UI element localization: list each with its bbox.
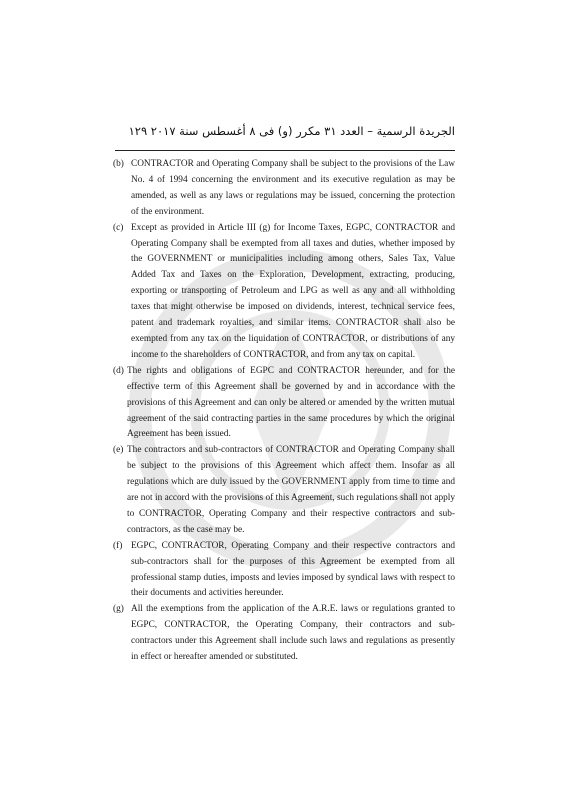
clause-text: The rights and obligations of EGPC and CONTRACTOR hereunder, and for the effective term of this Agreement shall be governed by and in accordance with the provisions of this Agreement and can only be altered or amended by the written mutual agreement of the said contracting parties in the same procedures by which the original Agreement has been issued. — [127, 365, 455, 440]
clause-text: EGPC, CONTRACTOR, Operating Company and their respective contractors and sub-contractors shall for the purposes of this Agreement be exempted from all professional stamp duties, imposts and levies imposed by syndical laws with respect to their documents and activities hereunder. — [131, 540, 455, 599]
clause-label: (g) — [113, 604, 124, 615]
clause-text: All the exemptions from the application of the A.R.E. laws or regulations granted to EGPC, CONTRACTOR, the Operating Company, their contractors and sub-contractors under this Agreement shall include such laws and regulations as presently in effect or hereafter amended or substituted. — [131, 604, 455, 663]
clause-d — [113, 364, 455, 444]
clause-text: CONTRACTOR and Operating Company shall be subject to the provisions of the Law No. 4 of 1994 concerning the environment and its executive regulation as may be amended, as well as any laws or regulations may be issued, concerning the protection of the environment. — [131, 159, 455, 217]
clause-g — [113, 602, 455, 666]
gazette-header: الجريدة الرسمية – العدد ٣١ مكرر (و) فى ٨ أغسطس سنة ٢٠١٧ ١٢٩ — [128, 124, 455, 138]
clause-f — [113, 539, 455, 603]
clause-label: (e) — [113, 445, 124, 456]
clause-label: (f) — [113, 540, 123, 551]
clause-e — [113, 443, 455, 538]
clause-label: (d) — [113, 365, 124, 376]
clause-label: (c) — [113, 222, 124, 233]
clause-b — [113, 157, 455, 221]
header-rule — [115, 150, 455, 151]
clause-text: Except as provided in Article III (g) for Income Taxes, EGPC, CONTRACTOR and Operating Company shall be exempted from all taxes and duties, whether imposed by the GOVERNMENT or municipalities including among others, Sales Tax, Value Added Tax and Taxes on the Exploration, Development, extracting, producing, exporting or transporting of Petroleum and LPG as well as any and all withholding taxes that might otherwise be imposed on dividends, interest, technical service fees, patent and trademark royalties, and similar items. CONTRACTOR shall also be exempted from any tax on the liquidation of CONTRACTOR, or distributions of any income to the shareholders of CONTRACTOR, and from any tax on capital. — [131, 222, 455, 360]
document-body — [113, 157, 455, 666]
clause-label: (b) — [113, 159, 124, 169]
clause-text: The contractors and sub-contractors of CONTRACTOR and Operating Company shall be subject to the provisions of this Agreement which affect them. Insofar as all regulations which are duly issued by the GOVERNMENT apply from time to time and are not in accord with the provisions of this Agreement, such regulations shall not apply to CONTRACTOR, Operating Company and their respective contractors and sub-contractors, as the case may be. — [127, 445, 455, 535]
clause-c — [113, 221, 455, 364]
